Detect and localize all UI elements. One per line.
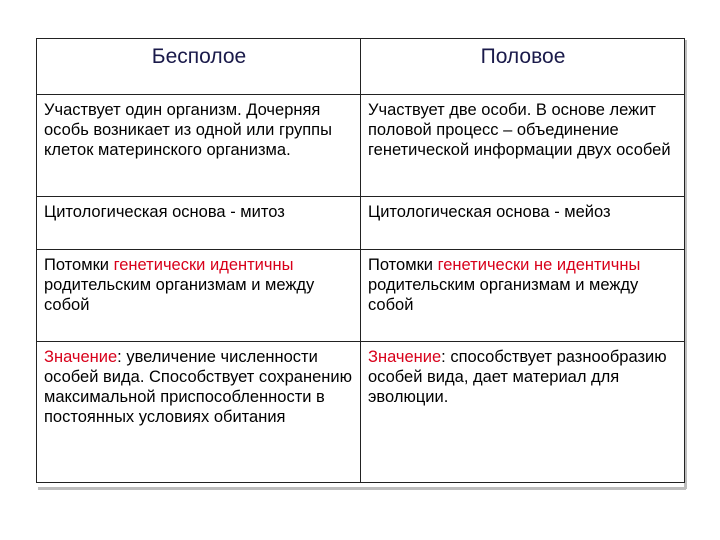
offspring-sexual-highlight: генетически не идентичны bbox=[437, 256, 641, 274]
table-row bbox=[37, 197, 685, 250]
header-sexual: Половое bbox=[361, 39, 685, 95]
comparison-table bbox=[36, 38, 685, 483]
offspring-asexual-post: родительским организмам и между собой bbox=[44, 276, 315, 314]
offspring-asexual-highlight: генетически идентичны bbox=[113, 256, 294, 274]
significance-asexual-label: Значение bbox=[44, 348, 118, 366]
cell-participants-sexual: Участвует две особи. В основе лежит половой процесс – объединение генетической информации двух особей bbox=[361, 95, 685, 197]
offspring-sexual-pre: Потомки bbox=[368, 256, 438, 274]
table-header-row bbox=[37, 39, 685, 95]
cell-participants-asexual: Участвует один организм. Дочерняя особь возникает из одной или группы клеток материнского организма. bbox=[37, 95, 361, 197]
cell-significance-sexual bbox=[361, 342, 685, 483]
cell-cytology-asexual: Цитологическая основа - митоз bbox=[37, 197, 361, 250]
table-row bbox=[37, 342, 685, 483]
offspring-asexual-pre: Потомки bbox=[44, 256, 114, 274]
significance-asexual-text: : увеличение численности особей вида. Способствует сохранению максимальной приспособленности в постоянных условиях обитания bbox=[44, 348, 352, 426]
cell-significance-asexual bbox=[37, 342, 361, 483]
cell-cytology-sexual: Цитологическая основа - мейоз bbox=[361, 197, 685, 250]
table-shadow-bottom bbox=[38, 487, 686, 490]
offspring-sexual-post: родительским организмам и между собой bbox=[368, 276, 639, 314]
table-row bbox=[37, 250, 685, 342]
cell-offspring-asexual bbox=[37, 250, 361, 342]
significance-sexual-text: : способствует разнообразию особей вида, дает материал для эволюции. bbox=[368, 348, 667, 406]
significance-sexual-label: Значение bbox=[368, 348, 442, 366]
header-asexual: Бесполое bbox=[37, 39, 361, 95]
table-row bbox=[37, 95, 685, 197]
cell-offspring-sexual bbox=[361, 250, 685, 342]
